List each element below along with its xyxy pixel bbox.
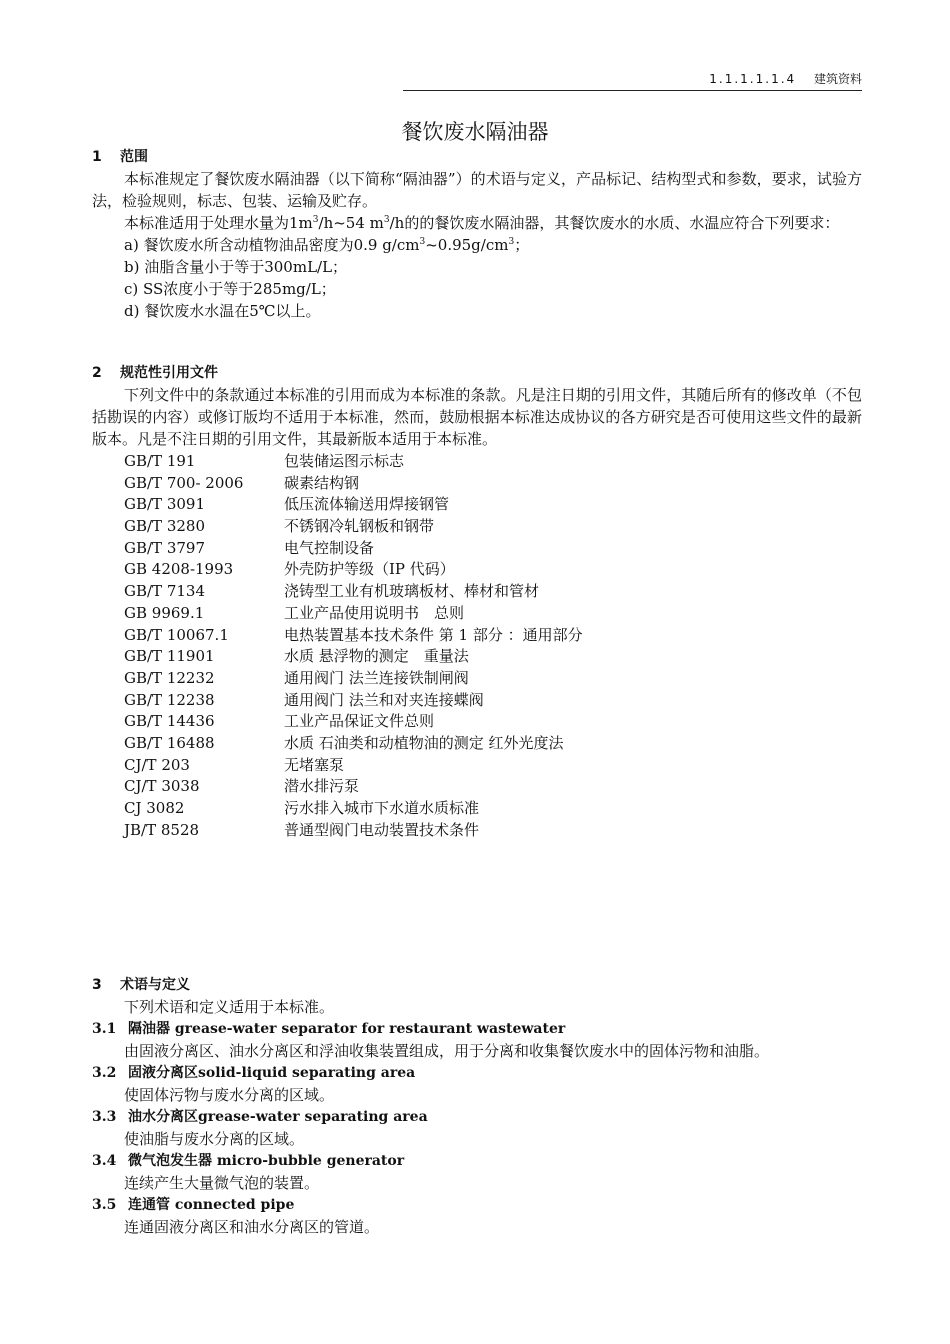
reference-title: 电气控制设备: [284, 538, 375, 557]
section-heading: 3 术语与定义: [92, 977, 190, 993]
reference-title: 普通型阀门电动装置技术条件: [284, 820, 480, 839]
reference-row: [92, 667, 862, 689]
reference-code: GB/T 3280: [124, 517, 206, 536]
header-code: 1.1.1.1.1.4: [709, 72, 797, 86]
definition-term-text: 微气泡发生器 micro-bubble generator: [128, 1153, 405, 1169]
reference-title: 不锈钢冷轧钢板和钢带: [284, 517, 435, 536]
reference-code: GB/T 700- 2006: [124, 473, 244, 492]
reference-title: 工业产品保证文件总则: [284, 712, 435, 731]
reference-title: 水质 石油类和动植物油的测定 红外光度法: [284, 733, 564, 752]
definition-description: 连续产生大量微气泡的装置。: [124, 1174, 320, 1192]
reference-code: GB/T 3797: [124, 538, 206, 557]
definition-number: 3.5: [92, 1197, 117, 1213]
reference-row: [92, 602, 862, 624]
definition-description: 由固液分离区、油水分离区和浮油收集装置组成，用于分离和收集餐饮废水中的固体污物和油脂。: [124, 1042, 770, 1060]
reference-row: [92, 537, 862, 559]
reference-title: 低压流体输送用焊接钢管: [284, 495, 450, 514]
paragraph: 本标准规定了餐饮废水隔油器（以下简称“隔油器”）的术语与定义，产品标记、结构型式和参数，要求，试验方法，检验规则，标志、包装、运输及贮存。: [92, 170, 862, 210]
reference-code: GB/T 7134: [124, 582, 206, 601]
list-item: a) 餐饮废水所含动植物油品密度为0.9 $g/cm^3\sim 0.95g/cm^3$；: [124, 236, 530, 254]
definition-number: 3.3: [92, 1109, 117, 1125]
definition-term: [92, 1194, 862, 1216]
reference-title: 无堵塞泵: [284, 755, 345, 774]
reference-code: GB/T 12238: [124, 690, 215, 709]
definition-term: [92, 1150, 862, 1172]
reference-code: GB/T 14436: [124, 712, 215, 731]
definition-term-text: 油水分离区grease-water separating area: [128, 1109, 428, 1125]
reference-row: [92, 450, 862, 472]
reference-title: 通用阀门 法兰和对夹连接蝶阀: [284, 690, 484, 709]
definition-term-text: 隔油器 grease-water separator for restaurant wastewater: [128, 1021, 566, 1037]
reference-code: GB/T 12232: [124, 668, 215, 687]
definition-term: [92, 1106, 862, 1128]
reference-row: [92, 645, 862, 667]
definition-list: [92, 1018, 862, 1238]
reference-title: 外壳防护等级（IP 代码）: [284, 560, 455, 579]
reference-title: 包装储运图示标志: [284, 452, 405, 470]
reference-code: GB 4208-1993: [124, 560, 234, 579]
reference-code: GB/T 191: [124, 452, 196, 470]
reference-title: 浇铸型工业有机玻璃板材、棒材和管材: [284, 582, 540, 601]
definition-term: [92, 1062, 862, 1084]
reference-row: [92, 775, 862, 797]
reference-title: 电热装置基本技术条件 第 1 部分 ：通用部分: [284, 625, 583, 644]
paragraph: 下列术语和定义适用于本标准。: [124, 998, 335, 1016]
reference-row: [92, 558, 862, 580]
definition-description: 使固体污物与废水分离的区域。: [124, 1086, 335, 1104]
section-terms: [92, 974, 862, 1238]
reference-row: [92, 580, 862, 602]
reference-row: [92, 754, 862, 776]
reference-code: GB/T 10067.1: [124, 625, 229, 644]
section-heading: 1 范围: [92, 149, 148, 165]
definition-description: 连通固液分离区和油水分离区的管道。: [124, 1218, 380, 1236]
reference-title: 潜水排污泵: [284, 777, 360, 796]
reference-title: 污水排入城市下水道水质标准: [284, 799, 480, 817]
section-scope: [92, 146, 862, 322]
reference-code: CJ 3082: [124, 799, 185, 817]
document-title: 餐饮废水隔油器: [401, 120, 549, 144]
reference-row: [92, 472, 862, 494]
definition-term-text: 连通管 connected pipe: [128, 1197, 295, 1213]
reference-code: GB/T 16488: [124, 733, 215, 752]
page-header: [403, 70, 862, 91]
reference-code: GB 9969.1: [124, 603, 205, 622]
reference-row: [92, 819, 862, 841]
header-label: 建筑资料: [813, 72, 862, 86]
reference-row: [92, 515, 862, 537]
definition-term: [92, 1018, 862, 1040]
paragraph: 本标准适用于处理水量为$1m^3/h\sim 54$ $m^3/h$的的餐饮废水隔油器，其餐饮废水的水质、水温应符合下列要求：: [124, 214, 840, 232]
reference-row: [92, 689, 862, 711]
reference-code: CJ/T 3038: [124, 777, 200, 796]
reference-row: [92, 732, 862, 754]
reference-row: [92, 624, 862, 646]
reference-row: [92, 710, 862, 732]
reference-row: [92, 493, 862, 515]
section-normative-references: [92, 362, 862, 840]
definition-description: 使油脂与废水分离的区域。: [124, 1130, 305, 1148]
list-item: b) 油脂含量小于等于300mL/L；: [124, 258, 348, 276]
section-heading: 2 规范性引用文件: [92, 365, 218, 381]
definition-number: 3.1: [92, 1021, 117, 1037]
list-item: c) SS浓度小于等于285mg/L；: [124, 280, 336, 298]
reference-code: GB/T 11901: [124, 647, 215, 666]
reference-title: 工业产品使用说明书 总则: [284, 603, 465, 622]
reference-row: [92, 797, 862, 819]
paragraph: 下列文件中的条款通过本标准的引用而成为本标准的条款。凡是注日期的引用文件，其随后所有的修改单（不包括勘误的内容）或修订版均不适用于本标准，然而，鼓励根据本标准达成协议的各方研究是否可使用这些文件的最新版本。凡是不注日期的引用文件，其最新版本适用于本标准。: [92, 386, 862, 448]
reference-code: JB/T 8528: [124, 820, 200, 839]
reference-code: CJ/T 203: [124, 755, 190, 774]
reference-title: 水质 悬浮物的测定 重量法: [284, 647, 469, 666]
reference-list: [92, 450, 862, 840]
reference-title: 碳素结构钢: [284, 473, 360, 492]
definition-number: 3.4: [92, 1153, 117, 1169]
list-item: d) 餐饮废水水温在5℃以上。: [124, 302, 321, 320]
reference-title: 通用阀门 法兰连接铁制闸阀: [284, 668, 469, 687]
reference-code: GB/T 3091: [124, 495, 206, 514]
definition-term-text: 固液分离区solid-liquid separating area: [128, 1065, 416, 1081]
definition-number: 3.2: [92, 1065, 117, 1081]
